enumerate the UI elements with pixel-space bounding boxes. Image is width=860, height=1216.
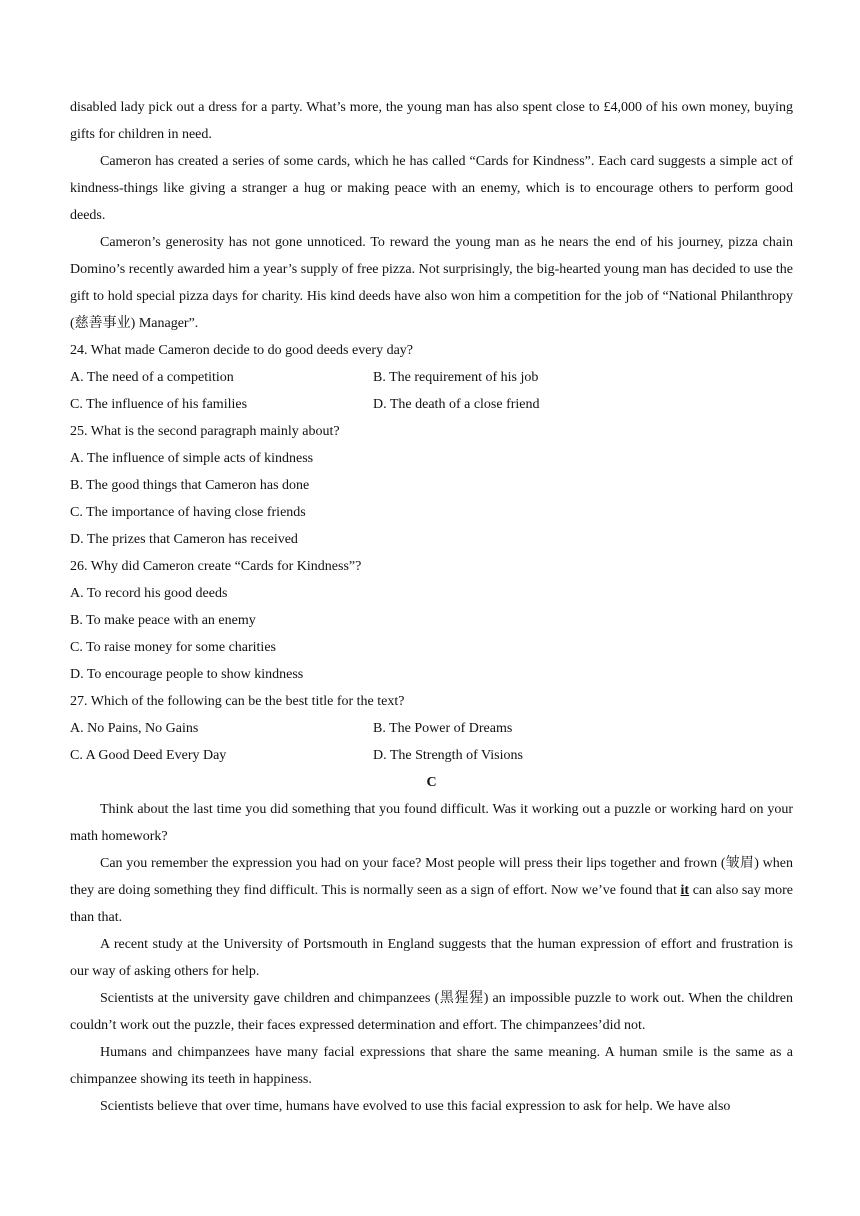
- question-27-options-row-2: [70, 742, 793, 769]
- document-page: [70, 94, 793, 1120]
- question-27-options-row-1: [70, 715, 793, 742]
- paragraph-c-2-text-before: Can you remember the expression you had on your face? Most people will press their lips together and frown (皱眉) when they are doing something they find difficult. This is normally seen as a sign of effort. Now we’ve found that: [70, 856, 793, 898]
- question-25-stem: 25. What is the second paragraph mainly about?: [70, 424, 340, 439]
- paragraph-c-6: Scientists believe that over time, humans have evolved to use this facial expression to ask for help. We have also: [100, 1099, 731, 1114]
- question-26-option-c: C. To raise money for some charities: [70, 640, 276, 655]
- section-heading-c: C: [426, 775, 437, 790]
- question-26-option-a: A. To record his good deeds: [70, 586, 228, 601]
- question-25-option-b: B. The good things that Cameron has done: [70, 478, 310, 493]
- paragraph-c-2-text-after: can also say more than that.: [70, 883, 793, 925]
- question-24-option-c: C. The influence of his families: [70, 397, 248, 412]
- underlined-word: it: [680, 883, 690, 898]
- question-24-option-b: B. The requirement of his job: [373, 370, 539, 385]
- question-26-stem: 26. Why did Cameron create “Cards for Kindness”?: [70, 559, 362, 574]
- question-27-option-b: B. The Power of Dreams: [373, 721, 513, 736]
- paragraph-c-1: Think about the last time you did something that you found difficult. Was it working out a puzzle or working hard on your math homework?: [70, 802, 793, 844]
- question-27-option-c: C. A Good Deed Every Day: [70, 748, 227, 763]
- question-26-option-d: D. To encourage people to show kindness: [70, 667, 304, 682]
- paragraph-c-5: Humans and chimpanzees have many facial expressions that share the same meaning. A human smile is the same as a chimpanzee showing its teeth in happiness.: [70, 1045, 793, 1087]
- question-24-option-a: A. The need of a competition: [70, 370, 234, 385]
- question-27-option-d: D. The Strength of Visions: [373, 748, 523, 763]
- question-25-option-c: C. The importance of having close friends: [70, 505, 306, 520]
- paragraph-continuation: disabled lady pick out a dress for a party. What’s more, the young man has also spent close to £4,000 of his own money, buying gifts for children in need.: [70, 100, 793, 142]
- paragraph-c-2: [70, 850, 793, 931]
- paragraph-c-3: A recent study at the University of Portsmouth in England suggests that the human expression of effort and frustration is our way of asking others for help.: [70, 937, 793, 979]
- question-27-stem: 27. Which of the following can be the best title for the text?: [70, 694, 405, 709]
- question-26-option-b: B. To make peace with an enemy: [70, 613, 256, 628]
- question-25-option-a: A. The influence of simple acts of kindness: [70, 451, 314, 466]
- paragraph-c-4: Scientists at the university gave children and chimpanzees (黑猩猩) an impossible puzzle to work out. When the children couldn’t work out the puzzle, their faces expressed determination and effort. The chimpanzees’did not.: [70, 991, 793, 1033]
- question-25-option-d: D. The prizes that Cameron has received: [70, 532, 298, 547]
- paragraph-cards: Cameron has created a series of some cards, which he has called “Cards for Kindness”. Each card suggests a simple act of kindness-things like giving a stranger a hug or making peace with an enemy, which is to encourage others to perform good deeds.: [70, 154, 793, 223]
- question-24-option-d: D. The death of a close friend: [373, 397, 540, 412]
- question-27-option-a: A. No Pains, No Gains: [70, 721, 199, 736]
- question-24-options-row-2: [70, 391, 793, 418]
- question-24-options-row-1: [70, 364, 793, 391]
- question-24-stem: 24. What made Cameron decide to do good deeds every day?: [70, 343, 414, 358]
- paragraph-reward: Cameron’s generosity has not gone unnoticed. To reward the young man as he nears the end of his journey, pizza chain Domino’s recently awarded him a year’s supply of free pizza. Not surprisingly, the big-hearted young man has decided to use the gift to hold special pizza days for charity. His kind deeds have also won him a competition for the job of “National Philanthropy (慈善事业) Manager”.: [70, 235, 793, 331]
